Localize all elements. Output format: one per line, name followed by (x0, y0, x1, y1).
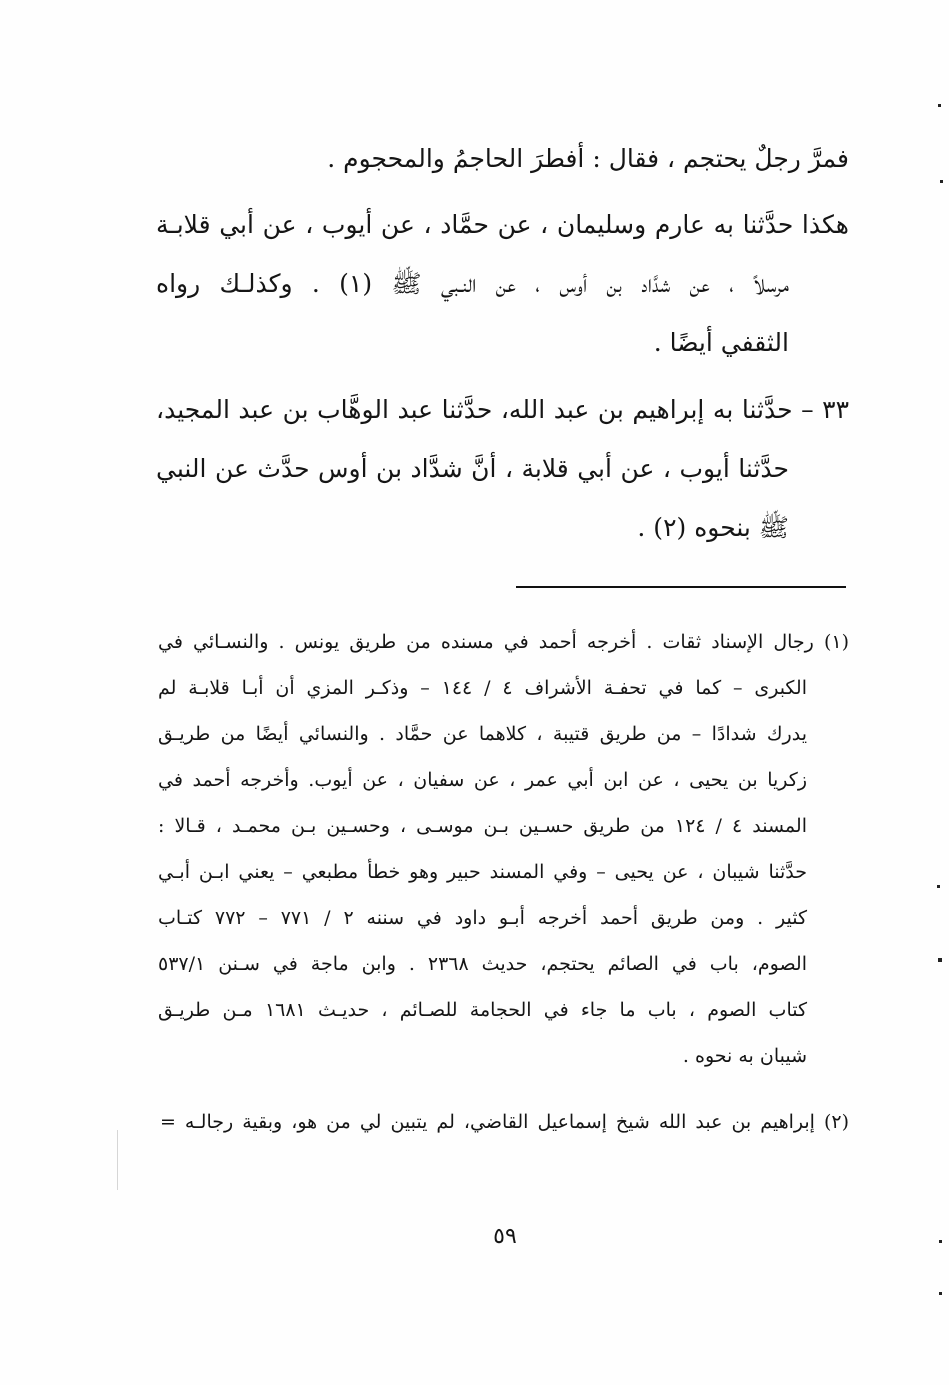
text-line-3: مرسلاً ، عن شدَّاد بن أوس ، عن النـبي ﷺ (١) . وكذلـك رواه (156, 269, 790, 298)
footnote-1-line-10: شيبان به نحوه . (682, 1045, 807, 1067)
text-line-2: هكذا حدَّثنا به عارم وسليمان ، عن حمَّاد ، عن أيوب ، عن أبي قلابـة (156, 210, 849, 239)
footnote-separator (516, 586, 846, 588)
scan-speck (939, 1240, 942, 1243)
hadith-33-line-1: ٣٣ – حدَّثنا به إبراهيم بن عبد الله، حدَّثنا عبد الوهَّاب بن عبد المجيد، (156, 395, 849, 424)
text-line-1: فمرَّ رجلٌ يحتجم ، فقال : أفطرَ الحاجمُ والمحجوم . (327, 144, 849, 173)
footnote-1-line-1: (١) رجال الإسناد ثقات . أخرجه أحمد في مسنده من طريق يونس . والنسـائي في (158, 631, 849, 653)
footnote-1-line-9: كتاب الصوم ، باب ما جاء في الحجامة للصـائم ، حديـث ١٦٨١ مـن طريـق (158, 999, 808, 1021)
scan-speck (938, 958, 942, 962)
page-number: ٥٩ (493, 1224, 517, 1249)
footnote-1-line-6: حدَّثنا شيبان ، عن يحيى – وفي المسند حبير وهو خطأ مطبعي – يعني ابـن أبـي (158, 861, 807, 883)
hadith-33-line-2: حدَّثنا أيوب ، عن أبي قلابة ، أنَّ شدَّاد بن أوس حدَّث عن النبي (156, 454, 789, 483)
footnote-1-line-7: كثير . ومن طريق أحمد أخرجه أبـو داود في سننه ٢ / ٧٧١ – ٧٧٢ كتـاب (158, 907, 807, 929)
hadith-33-line-3: ﷺ بنحوه (٢) . (637, 513, 789, 542)
footnote-1-line-2: الكبرى – كما في تحفـة الأشراف ٤ / ١٤٤ – وذكـر المزي أن أبـا قلابـة لم (158, 677, 807, 699)
footnote-1-line-4: زكريا بن يحيى ، عن ابن أبي عمر ، عن سفيان ، عن أيوب. وأخرجه أحمد في (158, 769, 807, 791)
footnote-1-line-3: يدرك شدادًا – من طريق قتيبة ، كلاهما عن حمَّاد . والنسائي أيضًا من طريـق (158, 723, 807, 745)
scan-speck (939, 1292, 942, 1295)
binding-shadow (117, 1130, 118, 1190)
scan-speck (938, 104, 941, 107)
footnote-1-line-8: الصوم، باب في الصائم يحتجم، حديث ٢٣٦٨ . وابن ماجة في سـنن ٥٣٧/١ (158, 953, 807, 975)
scan-speck (940, 180, 943, 183)
scan-speck (937, 885, 940, 888)
footnote-2-line-1: (٢) إبراهيم بن عبد الله شيخ إسماعيل القاضي، لم يتبين لي من هو، وبقية رجالـه = (160, 1111, 849, 1133)
footnote-1-line-5: المسند ٤ / ١٢٤ من طريق حسـين بـن موسـى ، وحسـين بـن محمـد ، قـالا : (158, 815, 807, 837)
text-line-4: الثقفي أيضًا . (653, 328, 789, 357)
